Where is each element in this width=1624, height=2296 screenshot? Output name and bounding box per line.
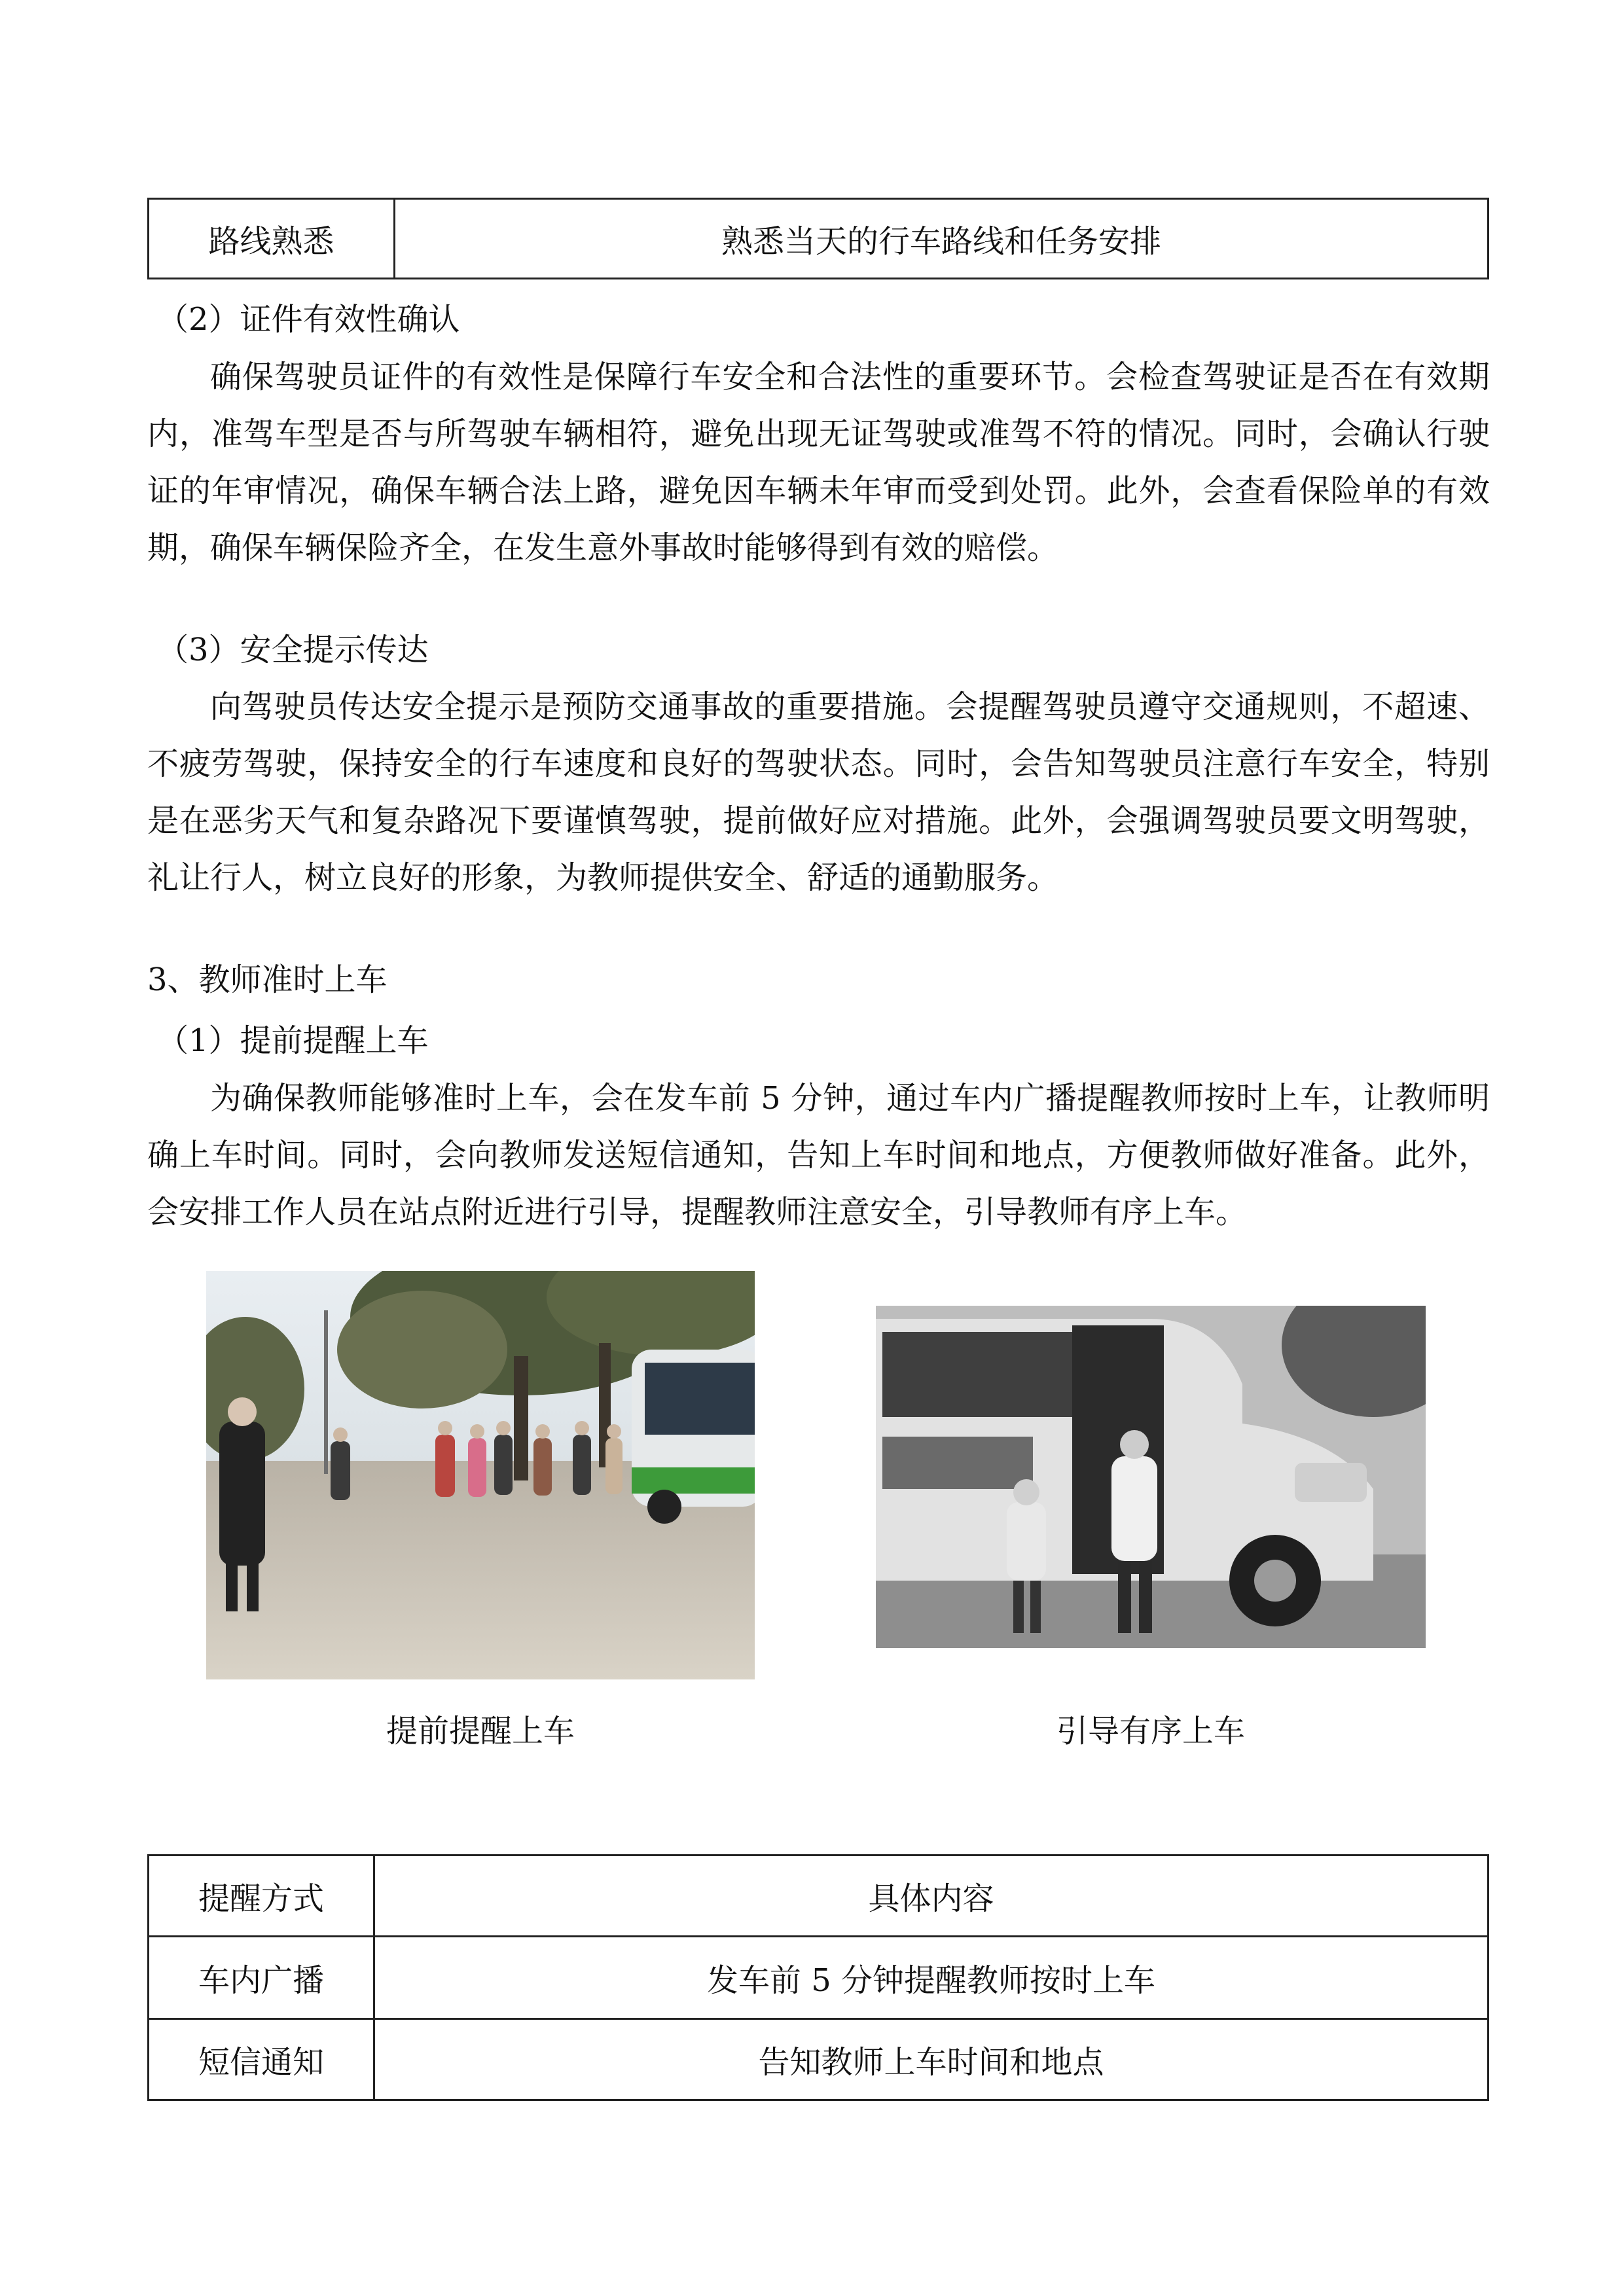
table-cell-content: 熟悉当天的行车路线和任务安排 <box>395 199 1489 279</box>
caption-left: 提前提醒上车 <box>386 1713 575 1749</box>
photo-orderly-boarding <box>876 1306 1426 1648</box>
table-row <box>149 1937 1489 2019</box>
table-cell-label: 短信通知 <box>149 2019 374 2100</box>
sub-heading-reminder: （1）提前提醒上车 <box>157 1022 429 1059</box>
table-header-content: 具体内容 <box>374 1856 1489 1937</box>
caption-right: 引导有序上车 <box>1056 1713 1245 1749</box>
photo-boarding-reminder-graphic <box>206 1271 755 1679</box>
reminder-table <box>147 1854 1489 2101</box>
photo-boarding-reminder <box>206 1271 755 1679</box>
table-header-label: 提醒方式 <box>149 1856 374 1937</box>
table-cell-content: 发车前 5 分钟提醒教师按时上车 <box>374 1937 1489 2019</box>
table-header-row <box>149 1856 1489 1937</box>
paragraph-license: 确保驾驶员证件的有效性是保障行车安全和合法性的重要环节。会检查驾驶证是否在有效期内，准驾车型是否与所驾驶车辆相符，避免出现无证驾驶或准驾不符的情况。同时，会确认行驶证的年审情况，确保车辆合法上路，避免因车辆未年审而受到处罚。此外，会查看保险单的有效期，确保车辆保险齐全，在发生意外事故时能够得到有效的赔偿。 <box>147 359 1490 566</box>
table-row <box>149 2019 1489 2100</box>
paragraph-safety: 向驾驶员传达安全提示是预防交通事故的重要措施。会提醒驾驶员遵守交通规则，不超速、不疲劳驾驶，保持安全的行车速度和良好的驾驶状态。同时，会告知驾驶员注意行车安全，特别是在恶劣天气和复杂路况下要谨慎驾驶，提前做好应对措施。此外，会强调驾驶员要文明驾驶，礼让行人，树立良好的形象，为教师提供安全、舒适的通勤服务。 <box>147 689 1490 896</box>
section-heading-license: （2）证件有效性确认 <box>157 301 460 338</box>
section-heading-safety: （3）安全提示传达 <box>157 632 429 668</box>
route-table <box>147 198 1489 279</box>
table-cell-label: 车内广播 <box>149 1937 374 2019</box>
table-cell-label: 路线熟悉 <box>149 199 395 279</box>
paragraph-reminder: 为确保教师能够准时上车，会在发车前 5 分钟，通过车内广播提醒教师按时上车，让教师明确上车时间。同时，会向教师发送短信通知，告知上车时间和地点，方便教师做好准备。此外，会安排工作人员在站点附近进行引导，提醒教师注意安全，引导教师有序上车。 <box>147 1080 1490 1230</box>
table-row <box>149 199 1489 279</box>
table-cell-content: 告知教师上车时间和地点 <box>374 2019 1489 2100</box>
part-heading-boarding: 3、教师准时上车 <box>147 961 388 998</box>
photo-orderly-boarding-graphic <box>876 1306 1426 1648</box>
